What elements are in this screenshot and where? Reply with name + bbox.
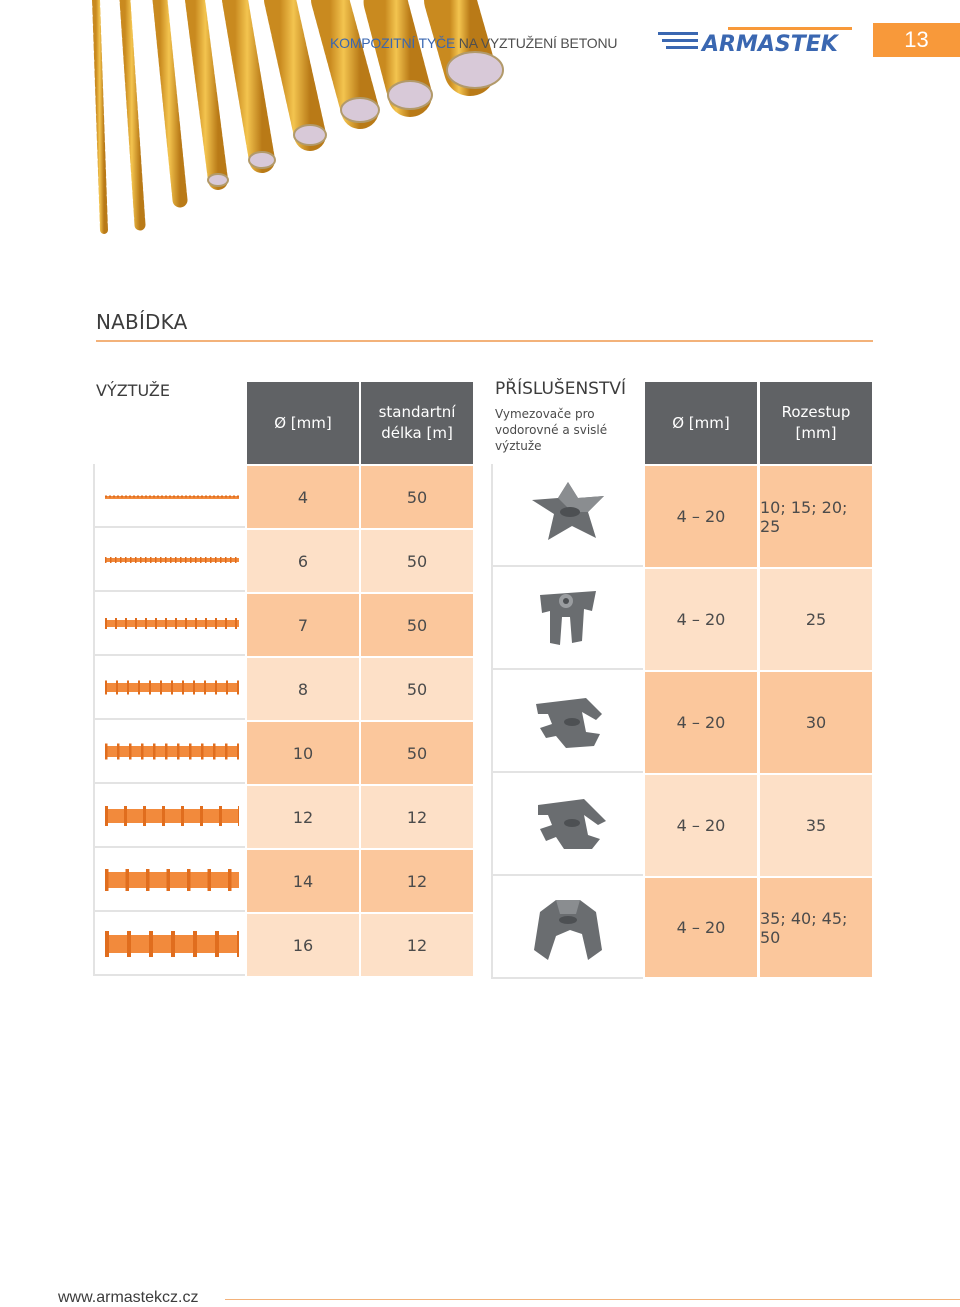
spacer-spacing: 25 — [805, 610, 827, 629]
table-row — [247, 850, 359, 912]
spacer-image-4 — [491, 773, 643, 876]
table-row — [361, 786, 473, 848]
table-row — [361, 914, 473, 976]
footer-website-link[interactable]: www.armastekcz.cz — [58, 1289, 199, 1306]
rebar-length: 50 — [406, 551, 428, 571]
spacer-image-1 — [491, 464, 643, 567]
table-row — [247, 786, 359, 848]
rebar-diameter: 12 — [292, 807, 314, 827]
rebar-diameter: 6 — [297, 551, 309, 571]
rebar-diameter: 16 — [292, 935, 314, 955]
table-row — [760, 466, 872, 567]
table-row — [760, 569, 872, 670]
rebar-image-7 — [93, 592, 245, 656]
rebar-14-icon — [105, 848, 239, 912]
table-row — [361, 722, 473, 784]
rebar-header-length-text: standartní délka [m] — [378, 403, 456, 442]
table-row — [247, 466, 359, 528]
table-row — [247, 658, 359, 720]
section-title: NABÍDKA — [96, 310, 188, 334]
document-title — [330, 35, 617, 51]
rebar-7-icon — [105, 592, 239, 656]
rebar-header-diameter-text: Ø [mm] — [274, 413, 332, 432]
rebar-diameter: 14 — [292, 871, 314, 891]
table-row — [645, 466, 757, 567]
rebar-header-length — [361, 382, 473, 464]
rebar-header-diameter — [247, 382, 359, 464]
table-row — [645, 569, 757, 670]
accessory-header-diameter-text: Ø [mm] — [672, 413, 730, 432]
table-row — [760, 775, 872, 876]
spacer-spacing: 10; 15; 20; 25 — [760, 497, 848, 536]
table-row — [247, 594, 359, 656]
spacer-clip-icon — [526, 581, 610, 656]
table-row — [361, 466, 473, 528]
rebar-diameter: 4 — [297, 487, 309, 507]
accessories-description: Vymezovače pro vodorovné a svislé výztuže — [495, 407, 608, 453]
table-row — [645, 775, 757, 876]
rebar-image-14 — [93, 848, 245, 912]
table-row — [247, 722, 359, 784]
rebar-diameter: 8 — [297, 679, 309, 699]
rebar-10-icon — [105, 720, 239, 784]
armastek-logo — [658, 26, 858, 56]
document-title-highlight: KOMPOZITNÍ TYČE — [330, 35, 456, 51]
spacer-diameter: 4 – 20 — [676, 816, 726, 835]
document-title-rest: NA VYZTUŽENÍ BETONU — [455, 35, 618, 51]
table-row — [361, 530, 473, 592]
rebar-12-icon — [105, 784, 239, 848]
logo-wordmark: ARMASTEK — [702, 32, 838, 56]
table-row — [645, 672, 757, 773]
rebar-8-icon — [105, 656, 239, 720]
rebar-6-icon — [105, 528, 239, 592]
spacer-star-icon — [526, 478, 610, 553]
rebar-diameter: 7 — [297, 615, 309, 635]
table-row — [361, 850, 473, 912]
rebar-length: 12 — [406, 871, 428, 891]
rebar-4-icon — [105, 464, 239, 528]
rebar-length: 50 — [406, 487, 428, 507]
table-row — [361, 658, 473, 720]
rebar-image-10 — [93, 720, 245, 784]
accessory-header-diameter — [645, 382, 757, 464]
spacer-image-5 — [491, 876, 643, 979]
rebar-image-16 — [93, 912, 245, 976]
spacer-spacing: 30 — [805, 713, 827, 732]
table-row — [760, 878, 872, 977]
rebar-length: 50 — [406, 743, 428, 763]
page-number: 13 — [873, 23, 960, 57]
spacer-image-2 — [491, 567, 643, 670]
spacer-spacing: 35 — [805, 816, 827, 835]
spacer-chair-icon — [526, 890, 610, 965]
rebar-diameter: 10 — [292, 743, 314, 763]
spacer-spacing: 35; 40; 45; 50 — [760, 908, 848, 947]
table-row — [361, 594, 473, 656]
section-divider — [96, 340, 873, 342]
rebar-16-icon — [105, 912, 239, 976]
spacer-clip-icon — [526, 787, 610, 862]
spacer-clip-icon — [526, 684, 610, 759]
rebar-length: 50 — [406, 679, 428, 699]
table-row — [247, 914, 359, 976]
rebar-image-6 — [93, 528, 245, 592]
table-row — [247, 530, 359, 592]
accessory-header-spacing — [760, 382, 872, 464]
table-row — [760, 672, 872, 773]
table-row — [645, 878, 757, 977]
footer-divider — [225, 1299, 960, 1300]
rebar-length: 12 — [406, 807, 428, 827]
rebar-length: 12 — [406, 935, 428, 955]
rebar-image-4 — [93, 464, 245, 528]
rebar-image-8 — [93, 656, 245, 720]
rebar-length: 50 — [406, 615, 428, 635]
accessories-title: PŘÍSLUŠENSTVÍ — [495, 379, 627, 399]
rebars-label: VÝZTUŽE — [96, 381, 170, 400]
accessory-header-spacing-text: Rozestup [mm] — [781, 403, 851, 442]
spacer-diameter: 4 – 20 — [676, 610, 726, 629]
rebar-image-12 — [93, 784, 245, 848]
spacer-diameter: 4 – 20 — [676, 507, 726, 526]
spacer-image-3 — [491, 670, 643, 773]
spacer-diameter: 4 – 20 — [676, 713, 726, 732]
spacer-diameter: 4 – 20 — [676, 918, 726, 937]
